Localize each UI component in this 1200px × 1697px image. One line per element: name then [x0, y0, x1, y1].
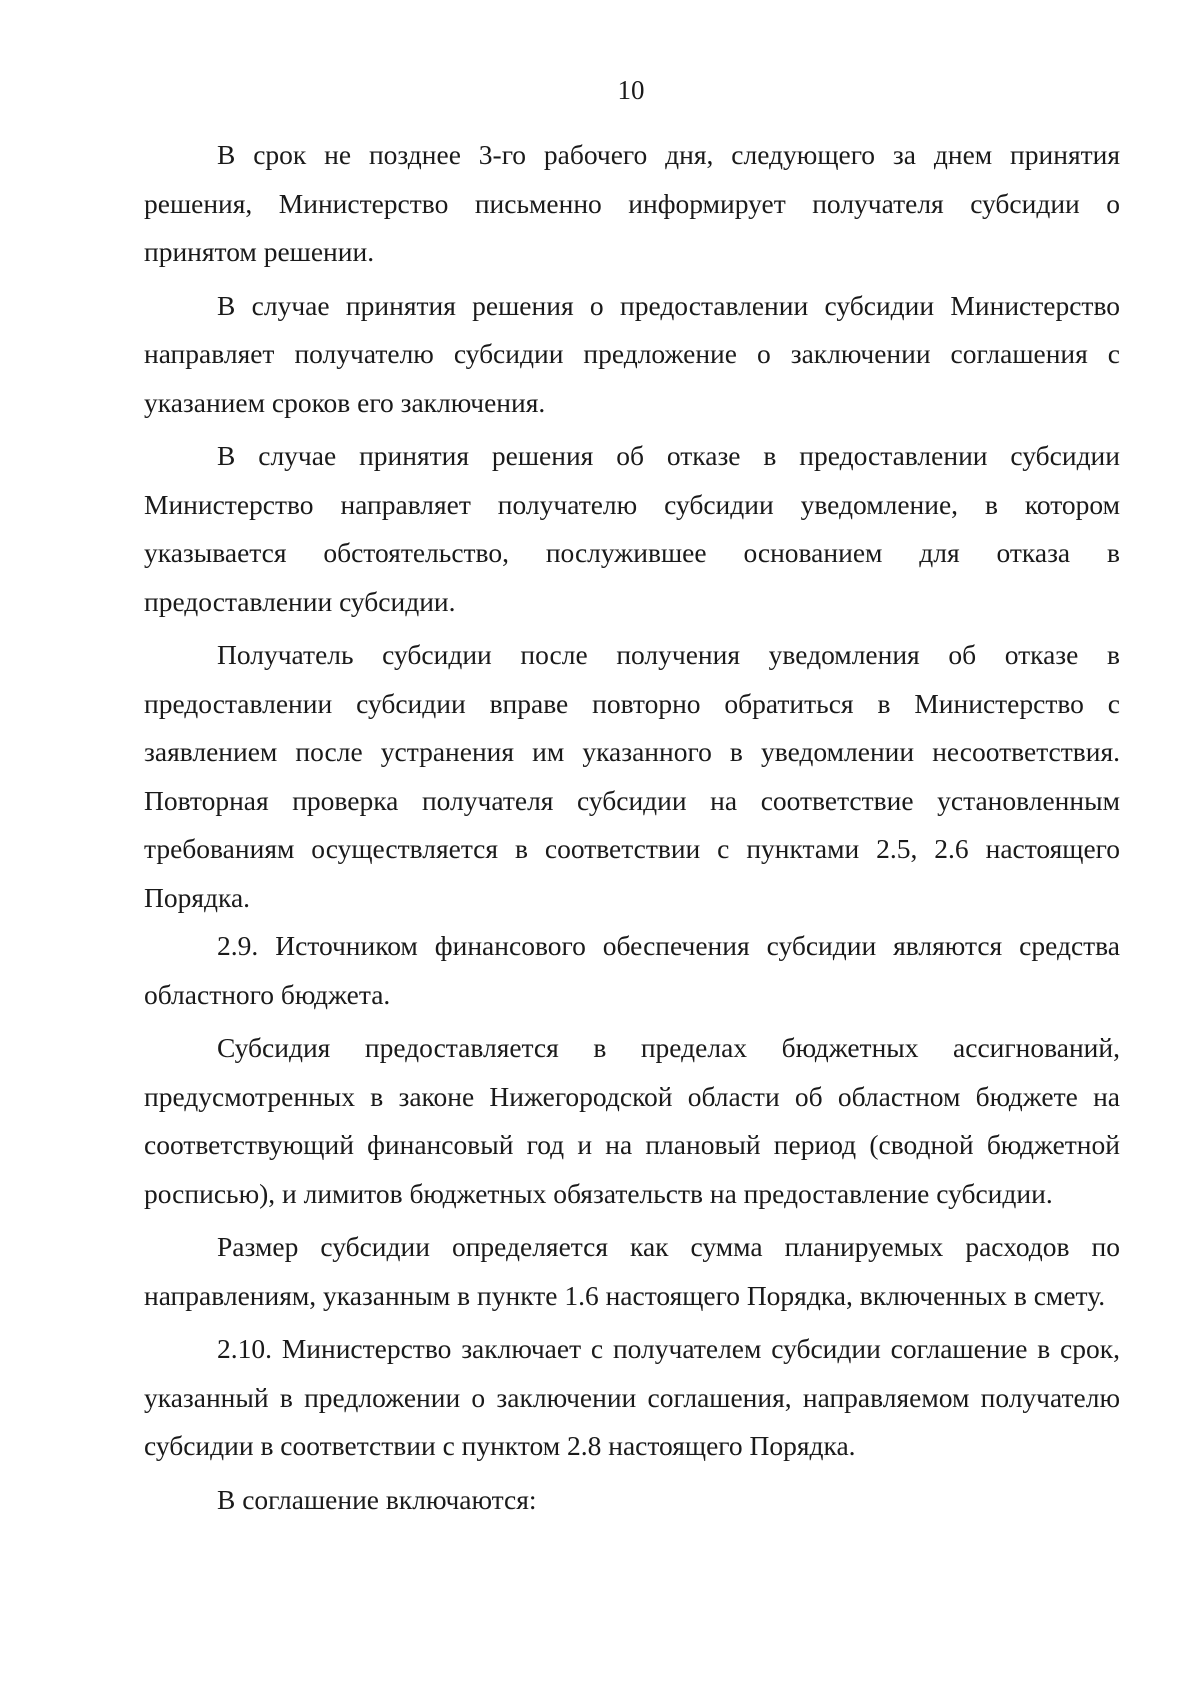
paragraph-grant-approval: В случае принятия решения о предоставлении субсидии Министерство направляет получателю субсидии предложение о заключении соглашения с указанием сроков его заключения.	[144, 289, 1120, 418]
paragraph-budget-limits: Субсидия предоставляется в пределах бюджетных ассигнований, предусмотренных в законе Нижегородской области об областном бюджете на соответствующий финансовый год и на плановый период (сводной бюджетной росписью), и лимитов бюджетных обязательств на предоставление субсидии.	[144, 1032, 1120, 1209]
document-body	[144, 131, 1120, 1529]
paragraph-agreement-term: 2.10. Министерство заключает с получателем субсидии соглашение в срок, указанный в предложении о заключении соглашения, направляемом получателю субсидии в соответствии с пунктом 2.8 настоящего Порядка.	[144, 1333, 1120, 1461]
paragraph-funding-source: 2.9. Источником финансового обеспечения субсидии являются средства областного бюджета.	[144, 930, 1120, 1010]
page-number: 10	[617, 75, 645, 105]
paragraph-grant-refusal: В случае принятия решения об отказе в предоставлении субсидии Министерство направляет получателю субсидии уведомление, в котором указывается обстоятельство, послужившее основанием для отказа в предоставлении субсидии.	[144, 440, 1120, 617]
paragraph-reapplication: Получатель субсидии после получения уведомления об отказе в предоставлении субсидии вправе повторно обратиться в Министерство с заявлением после устранения им указанного в уведомлении несоответствия. Повторная проверка получателя субсидии на соответствие установленным требованиям осуществляется в соответствии с пунктами 2.5, 2.6 настоящего Порядка.	[144, 639, 1120, 913]
paragraph-subsidy-amount: Размер субсидии определяется как сумма планируемых расходов по направлениям, указанным в пункте 1.6 настоящего Порядка, включенных в смету.	[144, 1231, 1120, 1311]
paragraph-agreement-contents: В соглашение включаются:	[217, 1483, 537, 1515]
paragraph-decision-notice: В срок не позднее 3-го рабочего дня, следующего за днем принятия решения, Министерство письменно информирует получателя субсидии о принятом решении.	[144, 139, 1120, 267]
